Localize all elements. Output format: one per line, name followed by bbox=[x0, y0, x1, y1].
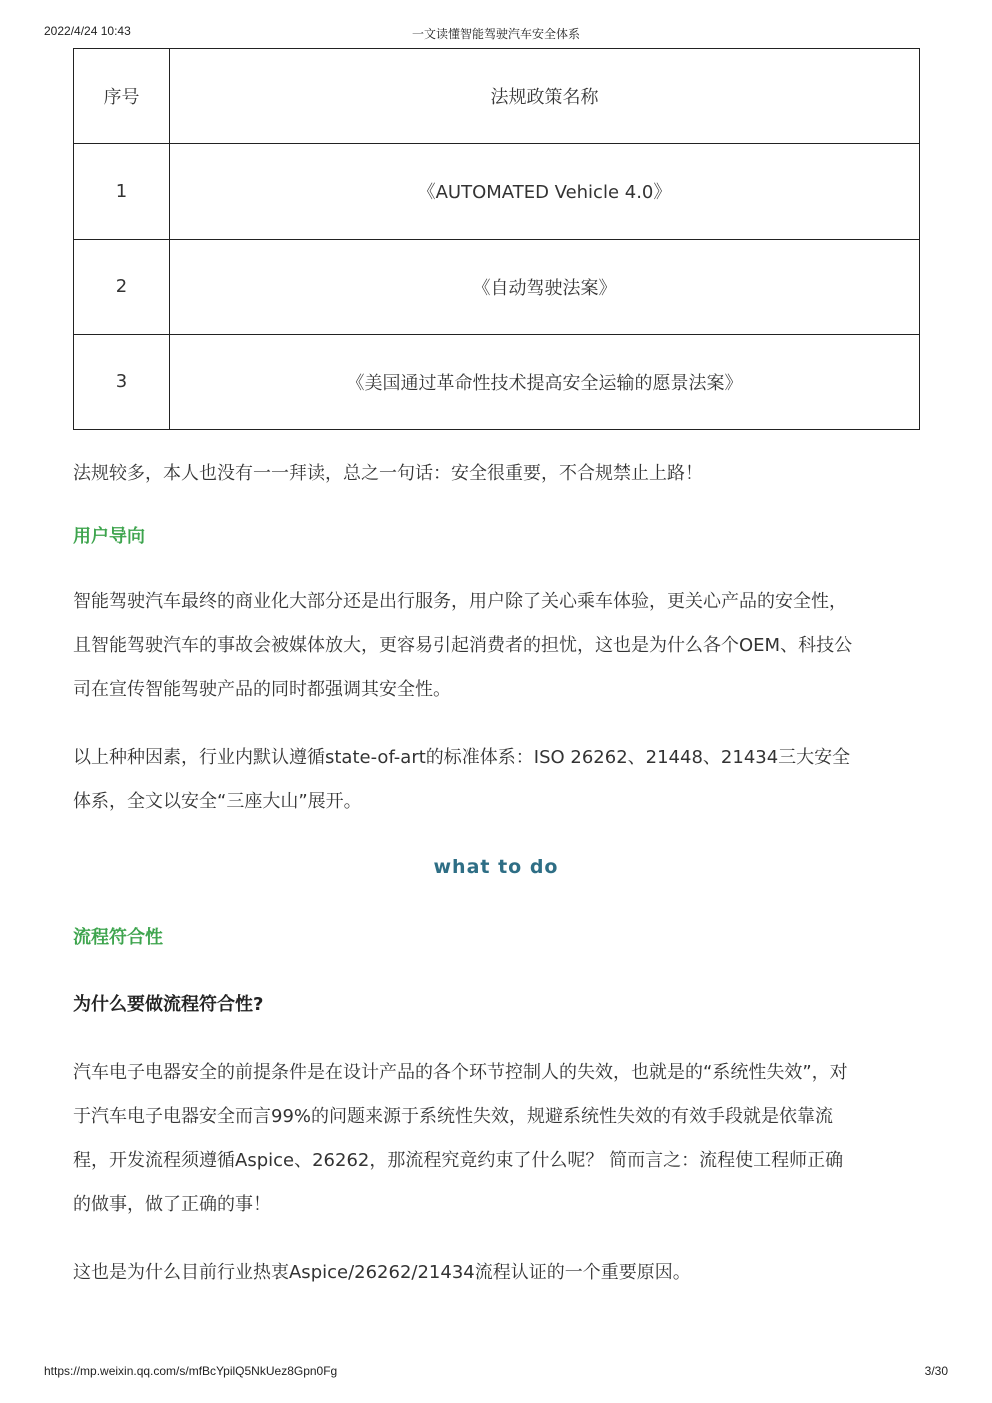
section-title-what-to-do: what to do bbox=[433, 856, 559, 878]
source-url: https://mp.weixin.qq.com/s/mfBcYpilQ5NkUez8Gpn0Fg bbox=[44, 1364, 338, 1378]
heading-process-compliance bbox=[73, 923, 921, 949]
paragraph-line: 程，开发流程须遵循Aspice、26262，那流程究竟约束了什么呢？ 简而言之：流程使工程师正确 bbox=[73, 1150, 844, 1171]
table-cell-name: 《美国通过革命性技术提高安全运输的愿景法案》 bbox=[170, 334, 920, 429]
table-header-name: 法规政策名称 bbox=[170, 49, 920, 144]
page-number: 3/30 bbox=[924, 1364, 948, 1378]
heading-text: 用户导向 bbox=[73, 526, 145, 547]
regulations-table bbox=[73, 48, 920, 430]
user-orientation-paragraph bbox=[73, 580, 921, 712]
table-row bbox=[74, 144, 920, 239]
paragraph-line: 司在宣传智能驾驶产品的同时都强调其安全性。 bbox=[73, 679, 451, 700]
reason-paragraph bbox=[73, 1251, 921, 1295]
table-cell-index: 3 bbox=[74, 334, 170, 429]
heading-text: 流程符合性 bbox=[73, 927, 163, 948]
paragraph-line: 以上种种因素，行业内默认遵循state-of-art的标准体系：ISO 26262、21448、21434三大安全 bbox=[73, 747, 851, 768]
table-cell-name: 《AUTOMATED Vehicle 4.0》 bbox=[170, 144, 920, 239]
heading-why-process bbox=[73, 990, 921, 1016]
table-row bbox=[74, 334, 920, 429]
paragraph-line: 体系，全文以安全“三座大山”展开。 bbox=[73, 791, 362, 812]
paragraph-line: 且智能驾驶汽车的事故会被媒体放大，更容易引起消费者的担忧，这也是为什么各个OEM、科技公 bbox=[73, 635, 853, 656]
table-cell-index: 2 bbox=[74, 239, 170, 334]
print-page-title: 一文读懂智能驾驶汽车安全体系 bbox=[411, 27, 580, 41]
print-datetime: 2022/4/24 10:43 bbox=[44, 24, 131, 38]
table-header-row bbox=[74, 49, 920, 144]
regulations-summary bbox=[73, 452, 921, 496]
heading-text: 为什么要做流程符合性? bbox=[73, 994, 264, 1015]
paragraph-line: 的做事，做了正确的事！ bbox=[73, 1194, 271, 1215]
table-row bbox=[74, 239, 920, 334]
paragraph-line: 汽车电子电器安全的前提条件是在设计产品的各个环节控制人的失效，也就是的“系统性失效”，对 bbox=[73, 1062, 848, 1083]
heading-user-orientation bbox=[73, 522, 921, 548]
paragraph-line: 智能驾驶汽车最终的商业化大部分还是出行服务，用户除了关心乘车体验，更关心产品的安全性， bbox=[73, 591, 847, 612]
process-paragraph bbox=[73, 1051, 921, 1227]
paragraph-line: 于汽车电子电器安全而言99%的问题来源于系统性失效，规避系统性失效的有效手段就是依靠流 bbox=[73, 1106, 834, 1127]
paragraph-text: 这也是为什么目前行业热衷Aspice/26262/21434流程认证的一个重要原因。 bbox=[73, 1262, 691, 1283]
table-cell-name: 《自动驾驶法案》 bbox=[170, 239, 920, 334]
table-header-index: 序号 bbox=[74, 49, 170, 144]
paragraph-text: 法规较多，本人也没有一一拜读，总之一句话：安全很重要，不合规禁止上路！ bbox=[73, 463, 703, 484]
standards-paragraph bbox=[73, 736, 921, 824]
table-cell-index: 1 bbox=[74, 144, 170, 239]
